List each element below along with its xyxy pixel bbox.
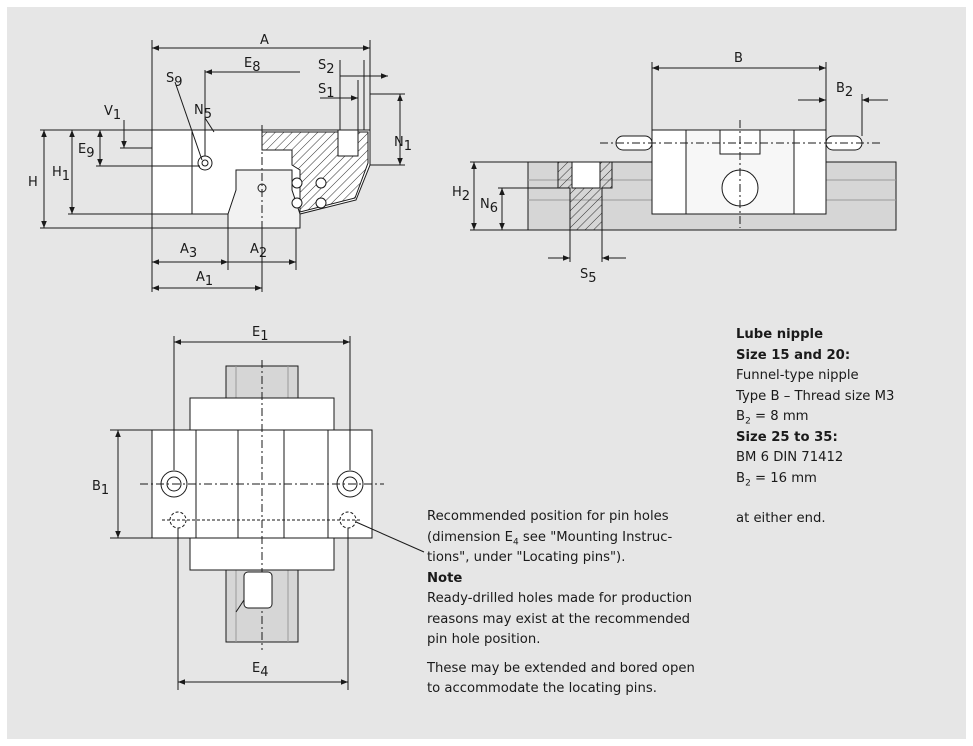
dim-E9: E9 [78,142,95,161]
dim-A2: A2 [250,242,268,261]
dim-V1: V1 [104,104,122,123]
size-15-20-b2: $B_2 = 8$ mm [736,409,809,427]
lube-nipple-top [244,572,272,608]
dim-E4: E4 [252,661,269,680]
lube-nipple-front [198,156,212,170]
size-25-35-line1: BM 6 DIN 71412 [736,450,844,465]
size-25-35-b2: $B_2 = 16$ mm [736,470,817,489]
note-title: Note [427,570,463,586]
lube-nipple-title: Lube nipple [736,327,824,342]
pin-hole-notes [427,507,695,700]
dim-H1: H1 [52,165,71,184]
size-25-35-heading: Size 25 to 35: [736,429,838,445]
dim-S9: S9 [166,71,183,90]
side-view [470,62,896,262]
dim-B1: B1 [92,479,110,498]
ball-3 [292,198,302,208]
lube-nipple-notes [736,325,894,530]
dim-B2: B2 [836,81,854,100]
note-line2: reasons may exist at the recommended [427,611,691,627]
size-15-20-line1: Funnel-type nipple [736,368,859,383]
ball-1 [292,178,302,188]
note-line4: These may be extended and bored open [427,660,695,676]
dim-N5: N5 [194,103,213,122]
dim-N6: N6 [480,197,499,216]
thread-hole [338,130,358,156]
dim-S1: S1 [318,82,335,101]
dim-E1: E1 [252,325,269,344]
note-line1: Ready-drilled holes made for production [427,591,692,606]
dim-A3: A3 [180,242,198,261]
dim-H: H [28,175,38,190]
top-view [110,336,424,690]
dim-S2: S2 [318,58,335,77]
dim-A1: A1 [196,270,214,289]
pin-hole-line1: Recommended position for pin holes [427,509,669,524]
dim-B: B [734,51,743,66]
size-15-20-heading: Size 15 and 20: [736,347,851,363]
ball-2 [316,178,326,188]
dim-N1: N1 [394,135,413,154]
note-line5: to accommodate the locating pins. [427,681,657,696]
dim-A: A [260,33,269,48]
dim-E8: E8 [244,56,261,75]
dim-S5: S5 [580,267,597,286]
note-line3: pin hole position. [427,632,541,647]
ball-4 [316,198,326,208]
drawing-panel [7,7,966,739]
either-end-note: at either end. [736,511,826,526]
front-view [40,40,405,292]
pin-hole-line3: tions", under "Locating pins"). [427,550,626,565]
size-15-20-line2: Type B – Thread size M3 [736,388,895,404]
pin-hole-line2: (dimension $E_4$ see "Mounting Instruc- [427,529,673,548]
dim-H2: H2 [452,185,471,204]
